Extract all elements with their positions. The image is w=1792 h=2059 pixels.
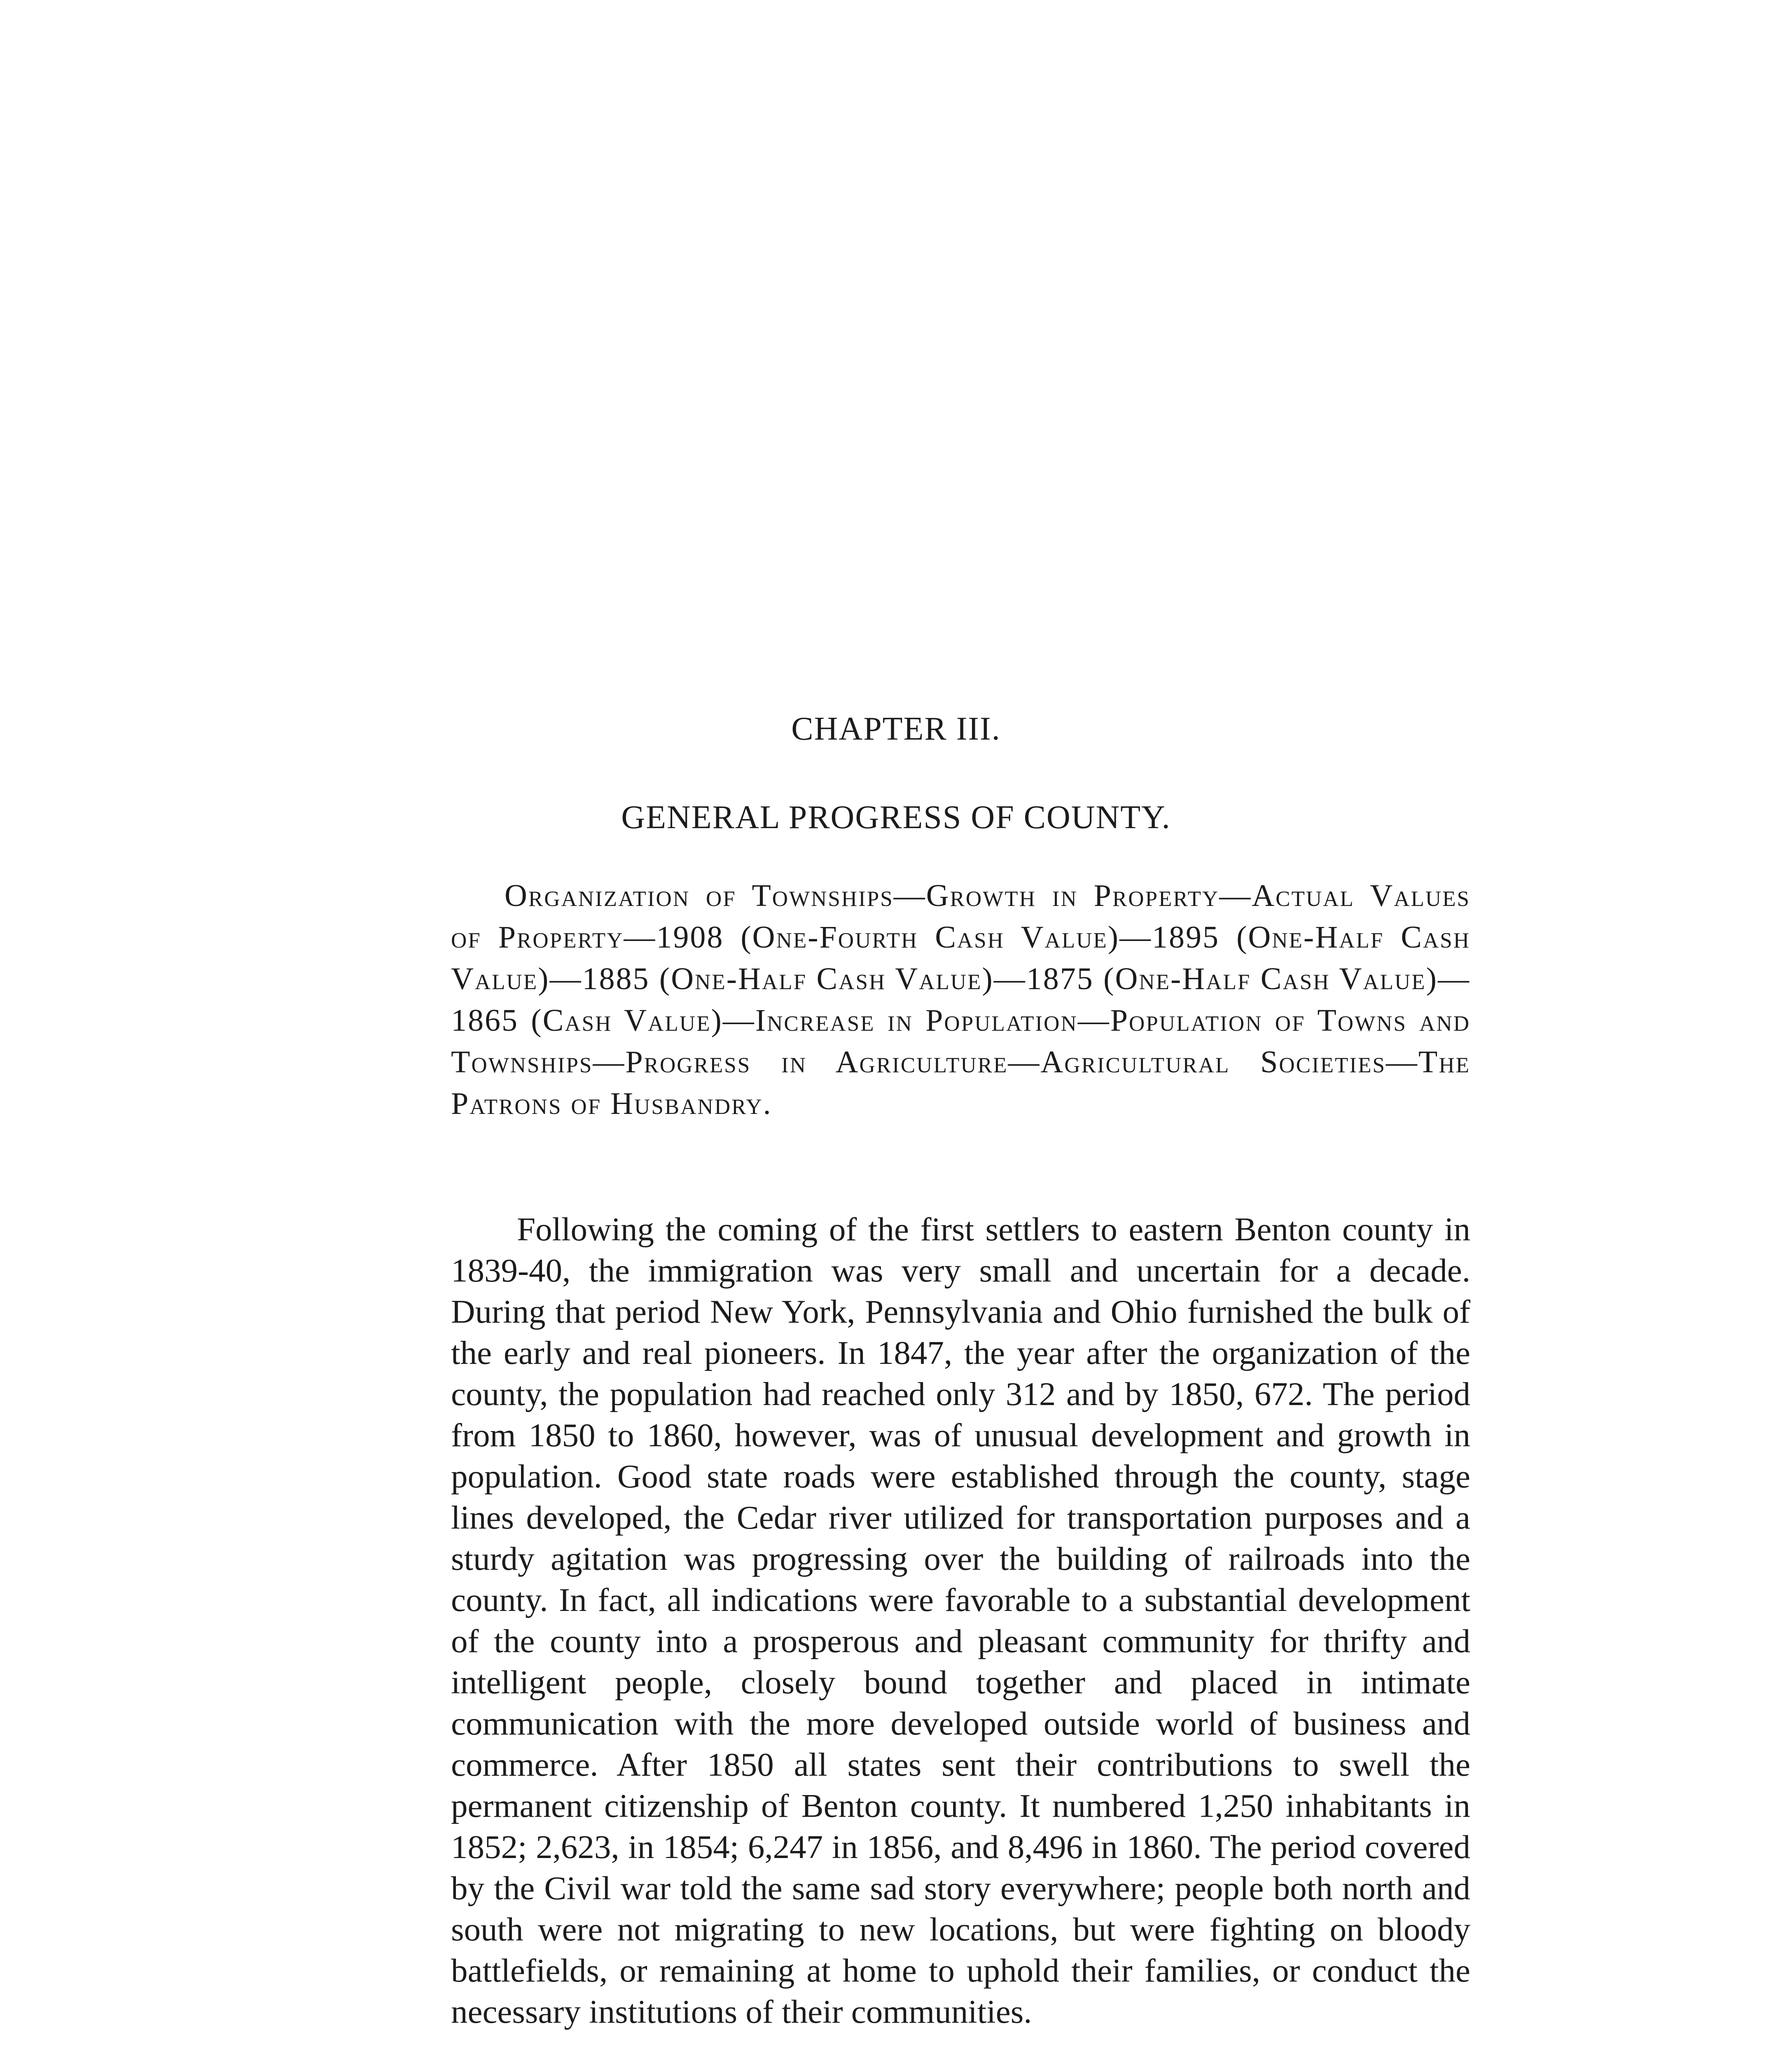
chapter-synopsis: Organization of Townships—Growth in Property—Actual Values of Property—1908 (One-Fourth Cash Value)—1895 (One-Half Cash Value)—1885 (One-Half Cash Value)—1875 (One-Half Cash Value)—1865 (Cash Value)—Increase in Population—Population of Towns and Townships—Progress in Agriculture—Agricultural Societies—The Patrons of Husbandry.: [451, 878, 1470, 1121]
chapter-title: GENERAL PROGRESS OF COUNTY.: [621, 799, 1171, 836]
chapter-heading: CHAPTER III.: [791, 711, 1001, 747]
body-paragraph: Following the coming of the first settlers to eastern Benton county in 1839-40, the immigration was very small and uncertain for a decade. During that period New York, Pennsylvania and Ohio furnished the bulk of the early and real pioneers. In 1847, the year after the organization of the county, the population had reached only 312 and by 1850, 672. The period from 1850 to 1860, however, was of unusual development and growth in population. Good state roads were established through the county, stage lines developed, the Cedar river utilized for transportation purposes and a sturdy agitation was progressing over the building of railroads into the county. In fact, all indications were favorable to a substantial development of the county into a prosperous and pleasant community for thrifty and intelligent people, closely bound together and placed in intimate communication with the more developed outside world of business and commerce. After 1850 all states sent their contributions to swell the permanent citizenship of Benton county. It numbered 1,250 inhabitants in 1852; 2,623, in 1854; 6,247 in 1856, and 8,496 in 1860. The period covered by the Civil war told the same sad story everywhere; people both north and south were not migrating to new locations, but were fighting on bloody battlefields, or remaining at home to uphold their families, or conduct the necessary institutions of their communities.: [451, 1211, 1470, 2030]
